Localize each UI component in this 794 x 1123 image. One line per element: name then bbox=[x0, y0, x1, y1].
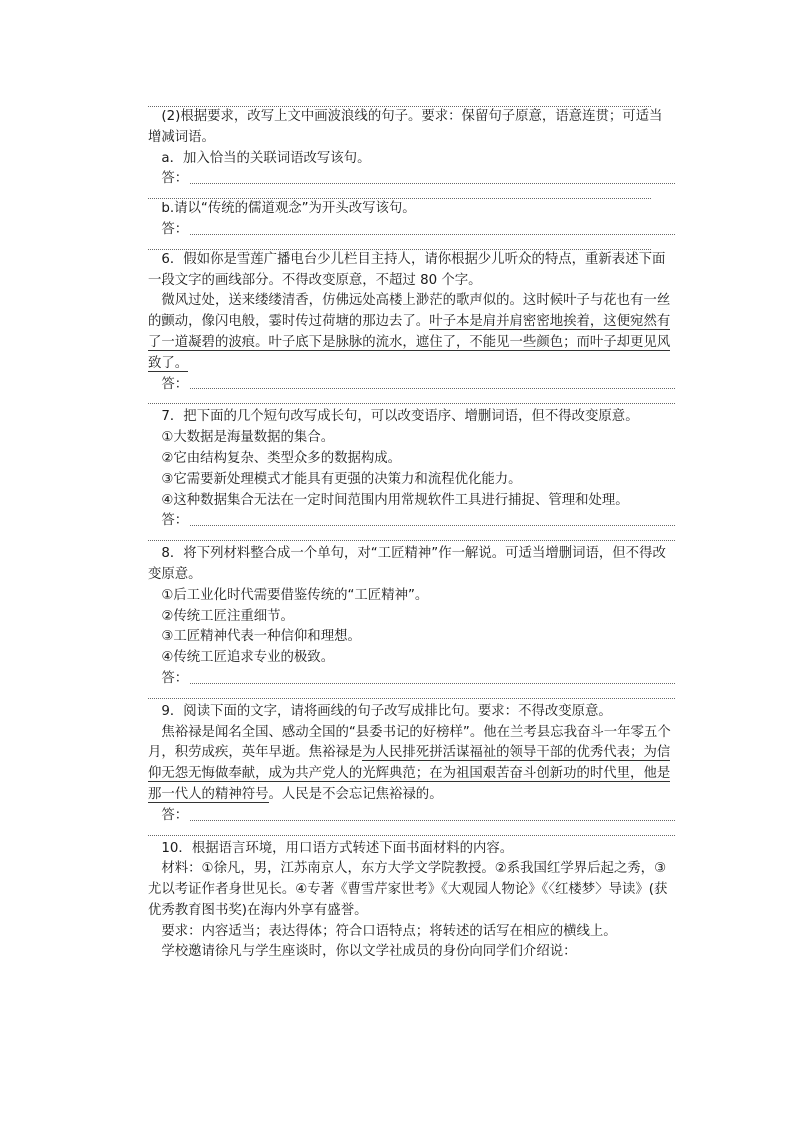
question-9-title: 9．阅读下面的文字，请将画线的句子改写成排比句。要求：不得改变原意。 bbox=[161, 703, 612, 719]
question-10-prompt: 学校邀请徐凡与学生座谈时，你以文学社成员的身份向同学们介绍说： bbox=[161, 944, 577, 960]
answer-label: 答： bbox=[161, 513, 189, 529]
question-7-item: ②它由结构复杂、类型众多的数据构成。 bbox=[161, 450, 402, 466]
question-6-title: 6．假如你是雪莲广播电台少儿栏目主持人，请你根据少儿听众的特点，重新表述下面一段文字的画线部分。不得改变原意，不超过 80 个字。 bbox=[148, 251, 666, 288]
question-6-passage bbox=[148, 291, 675, 374]
underlined-passage: 为人民排死拼活谋福祉的领导干部的优秀代表；为信仰无怨无悔做奉献，成为共产党人的光辉典范；在为祖国艰苦奋斗创新功的时代里，他是那一代人的精神符号 bbox=[148, 745, 671, 802]
answer-line[interactable] bbox=[190, 670, 675, 684]
question-8-item: ②传统工匠注重细节。 bbox=[161, 608, 294, 624]
answer-line[interactable] bbox=[148, 827, 675, 836]
answer-row bbox=[148, 169, 675, 190]
answer-label: 答： bbox=[161, 807, 189, 823]
question-7-item: ③它需要新处理模式才能具有更强的决策力和流程优化能力。 bbox=[161, 471, 522, 487]
question-8-title: 8．将下列材料整合成一个单句，对“工匠精神”作一解说。可适当增删词语，但不得改变原意。 bbox=[148, 546, 666, 582]
answer-label: 答： bbox=[161, 670, 189, 686]
answer-row bbox=[148, 220, 675, 241]
answer-line[interactable] bbox=[190, 512, 675, 526]
underlined-passage: 叶子本是肩并肩密密地挨着，这便宛然有了一道凝碧的波痕。叶子底下是脉脉的流水，遮住了，不能见一些颜色；而叶子却更见风致了。 bbox=[148, 314, 671, 371]
passage-text: 微风过处，送来缕缕清香，仿佛远处高楼上渺茫的歌声似的。这时候叶子与花也有一丝的颤动，像闪电般，霎时传过荷塘的那边去了。 bbox=[148, 293, 671, 330]
question-10-material: 材料：①徐凡，男，江苏南京人，东方大学文学院教授。②系我国红学界后起之秀，③尤以考证作者身世见长。④专著《曹雪芹家世考》《大观园人物论》《〈红楼梦〉导读》(获优秀教育图书奖)在海内外享有盛誉。 bbox=[148, 861, 668, 918]
answer-line[interactable] bbox=[190, 375, 675, 389]
question-10-requirement: 要求：内容适当；表达得体；符合口语特点；将转述的话写在相应的横线上。 bbox=[161, 923, 617, 939]
passage-text: 。人民是不会忘记焦裕禄的。 bbox=[268, 786, 443, 802]
question-7-title: 7．把下面的几个短句改写成长句，可以改变语序、增删词语，但不得改变原意。 bbox=[161, 409, 639, 425]
answer-line[interactable] bbox=[148, 395, 675, 404]
answer-line[interactable] bbox=[190, 221, 675, 235]
answer-row bbox=[148, 669, 675, 690]
passage-text: 焦裕禄是闻名全国、感动全国的“县委书记的好榜样”。他在兰考县忘我奋斗一年零五个月，积劳成疾，英年早逝。焦裕禄是 bbox=[148, 724, 671, 761]
answer-row bbox=[148, 511, 675, 532]
answer-line[interactable] bbox=[148, 190, 651, 199]
answer-line[interactable] bbox=[148, 690, 675, 699]
answer-line[interactable] bbox=[190, 807, 675, 821]
question-5-2-b: b.请以“传统的儒道观念”为开头改写该句。 bbox=[161, 201, 416, 217]
question-5-2-title: (2)根据要求，改写上文中画波浪线的句子。要求：保留句子原意，语意连贯；可适当增减词语。 bbox=[148, 109, 663, 145]
question-8-item: ③工匠精神代表一种信仰和理想。 bbox=[161, 629, 361, 645]
answer-label: 答： bbox=[161, 376, 189, 392]
question-10-title: 10．根据语言环境，用口语方式转述下面书面材料的内容。 bbox=[161, 840, 514, 856]
answer-line[interactable] bbox=[148, 98, 651, 107]
question-8-item: ①后工业化时代需要借鉴传统的“工匠精神”。 bbox=[161, 587, 429, 603]
answer-row bbox=[148, 375, 675, 396]
answer-label: 答： bbox=[161, 221, 189, 237]
answer-line[interactable] bbox=[148, 532, 675, 541]
worksheet-content bbox=[148, 98, 675, 963]
answer-label: 答： bbox=[161, 171, 189, 187]
question-5-2-a: a．加入恰当的关联词语改写该句。 bbox=[161, 150, 371, 166]
answer-row bbox=[148, 806, 675, 827]
answer-line[interactable] bbox=[148, 241, 651, 250]
question-8-item: ④传统工匠追求专业的极致。 bbox=[161, 650, 335, 666]
answer-line[interactable] bbox=[190, 170, 675, 184]
question-9-passage bbox=[148, 723, 675, 806]
question-7-item: ①大数据是海量数据的集合。 bbox=[161, 430, 335, 446]
question-7-item: ④这种数据集合无法在一定时间范围内用常规软件工具进行捕捉、管理和处理。 bbox=[161, 492, 629, 508]
